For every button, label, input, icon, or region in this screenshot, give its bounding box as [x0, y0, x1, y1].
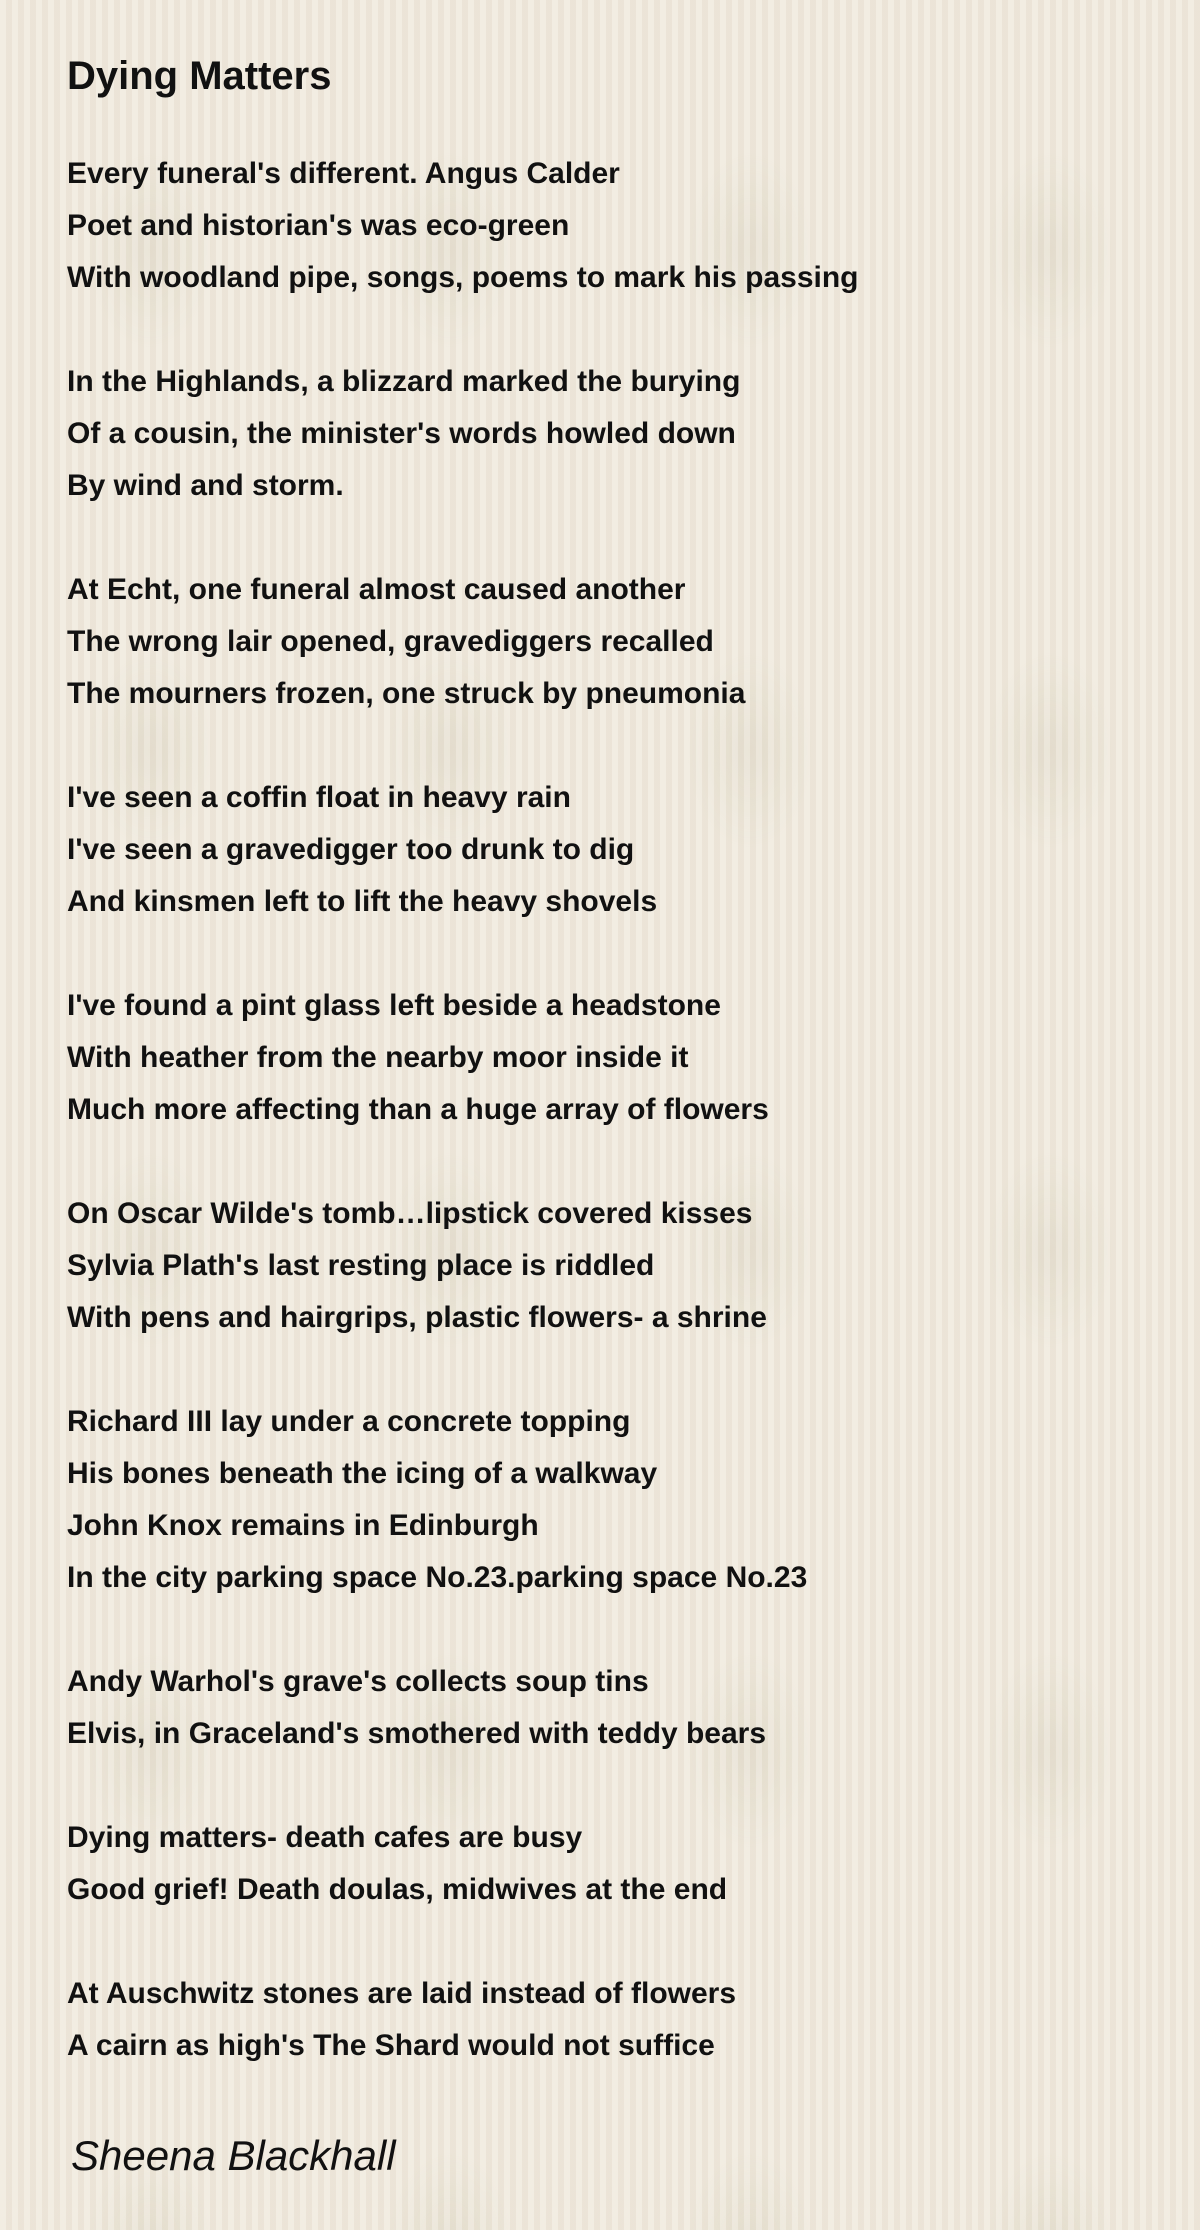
poem-body [67, 148, 1147, 2124]
poem-line: John Knox remains in Edinburgh [67, 1509, 539, 1542]
poem-line: The wrong lair opened, gravediggers recalled [67, 625, 714, 658]
poem-line: His bones beneath the icing of a walkway [67, 1457, 658, 1490]
stanza [67, 980, 1147, 1136]
poem-line: I've seen a gravedigger too drunk to dig [67, 833, 635, 866]
stanza [67, 772, 1147, 928]
stanza [67, 356, 1147, 512]
stanza [67, 1396, 1147, 1604]
poem-line: Good grief! Death doulas, midwives at the end [67, 1873, 728, 1906]
poem-line: With heather from the nearby moor inside it [67, 1041, 689, 1074]
poem-line: Andy Warhol's grave's collects soup tins [67, 1665, 649, 1698]
poem-line: Sylvia Plath's last resting place is riddled [67, 1249, 655, 1282]
poem-line: Elvis, in Graceland's smothered with teddy bears [67, 1717, 767, 1750]
poem-line: The mourners frozen, one struck by pneumonia [67, 677, 746, 710]
poem-line: By wind and storm. [67, 469, 344, 502]
stanza [67, 1812, 1147, 1916]
stanza [67, 148, 1147, 304]
poem-line: And kinsmen left to lift the heavy shovels [67, 885, 658, 918]
stanza [67, 564, 1147, 720]
poem-line: Poet and historian's was eco-green [67, 209, 570, 242]
poem-line: I've seen a coffin float in heavy rain [67, 781, 571, 814]
poem-line: On Oscar Wilde's tomb…lipstick covered kisses [67, 1197, 753, 1230]
poem-line: Dying matters- death cafes are busy [67, 1821, 583, 1854]
poem-line: Every funeral's different. Angus Calder [67, 157, 620, 190]
poem-line: I've found a pint glass left beside a headstone [67, 989, 721, 1022]
poem-line: At Echt, one funeral almost caused another [67, 573, 686, 606]
poem-title: Dying Matters [67, 54, 332, 98]
stanza [67, 1656, 1147, 1760]
stanza [67, 1968, 1147, 2072]
poem-line: At Auschwitz stones are laid instead of flowers [67, 1977, 737, 2010]
poem-line: In the Highlands, a blizzard marked the burying [67, 365, 741, 398]
poem-line: Much more affecting than a huge array of flowers [67, 1093, 769, 1126]
poem-line: Richard III lay under a concrete topping [67, 1405, 631, 1438]
poem-line: With woodland pipe, songs, poems to mark his passing [67, 261, 859, 294]
stanza [67, 1188, 1147, 1344]
poem-line: In the city parking space No.23.parking space No.23 [67, 1561, 808, 1594]
poem-author: Sheena Blackhall [71, 2132, 396, 2179]
poem-line: With pens and hairgrips, plastic flowers- a shrine [67, 1301, 767, 1334]
poem-line: Of a cousin, the minister's words howled down [67, 417, 736, 450]
poem-line: A cairn as high's The Shard would not suffice [67, 2029, 715, 2062]
